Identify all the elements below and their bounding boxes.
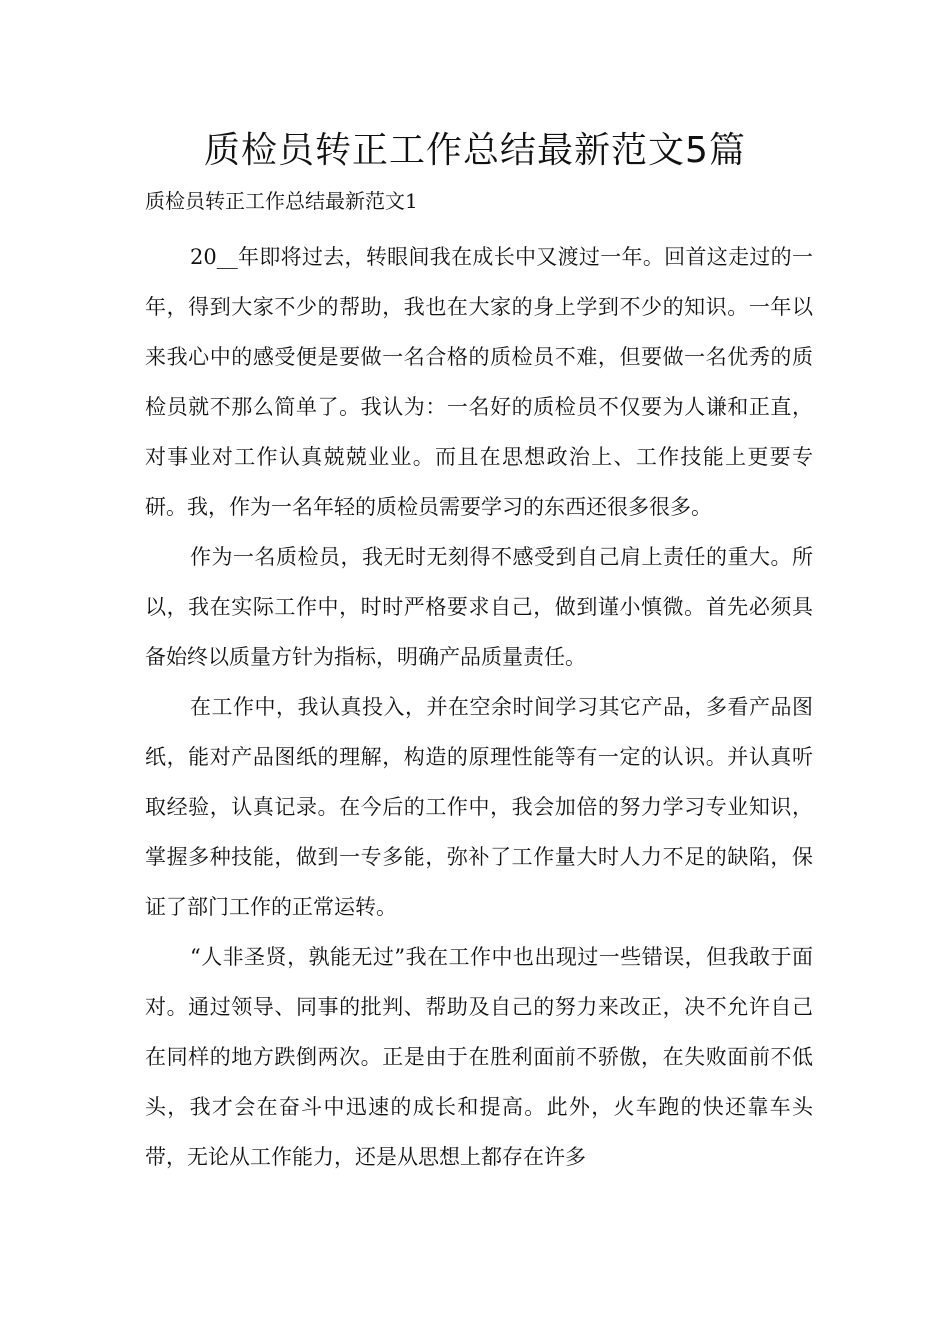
paragraph: 作为一名质检员，我无时无刻得不感受到自己肩上责任的重大。所以，我在实际工作中，时时严格要求自己，做到谨小慎微。首先必须具备始终以质量方针为指标，明确产品质量责任。 bbox=[145, 545, 813, 669]
paragraph: “人非圣贤，孰能无过”我在工作中也出现过一些错误，但我敢于面对。通过领导、同事的批判、帮助及自己的努力来改正，决不允许自己在同样的地方跌倒两次。正是由于在胜利面前不骄傲，在失败面前不低头，我才会在奋斗中迅速的成长和提高。此外，火车跑的快还靠车头带，无论从工作能力，还是从思想上都存在许多 bbox=[145, 945, 813, 1169]
section-subheading: 质检员转正工作总结最新范文1 bbox=[145, 189, 418, 213]
document-body bbox=[145, 232, 813, 1182]
paragraph: 20__年即将过去，转眼间我在成长中又渡过一年。回首这走过的一年，得到大家不少的帮助，我也在大家的身上学到不少的知识。一年以来我心中的感受便是要做一名合格的质检员不难，但要做一名优秀的质检员就不那么简单了。我认为：一名好的质检员不仅要为人谦和正直，对事业对工作认真兢兢业业。而且在思想政治上、工作技能上更要专研。我，作为一名年轻的质检员需要学习的东西还很多很多。 bbox=[145, 245, 813, 519]
paragraph: 在工作中，我认真投入，并在空余时间学习其它产品，多看产品图纸，能对产品图纸的理解，构造的原理性能等有一定的认识。并认真听取经验，认真记录。在今后的工作中，我会加倍的努力学习专业知识，掌握多种技能，做到一专多能，弥补了工作量大时人力不足的缺陷，保证了部门工作的正常运转。 bbox=[145, 695, 813, 919]
document-title: 质检员转正工作总结最新范文5篇 bbox=[204, 130, 746, 171]
